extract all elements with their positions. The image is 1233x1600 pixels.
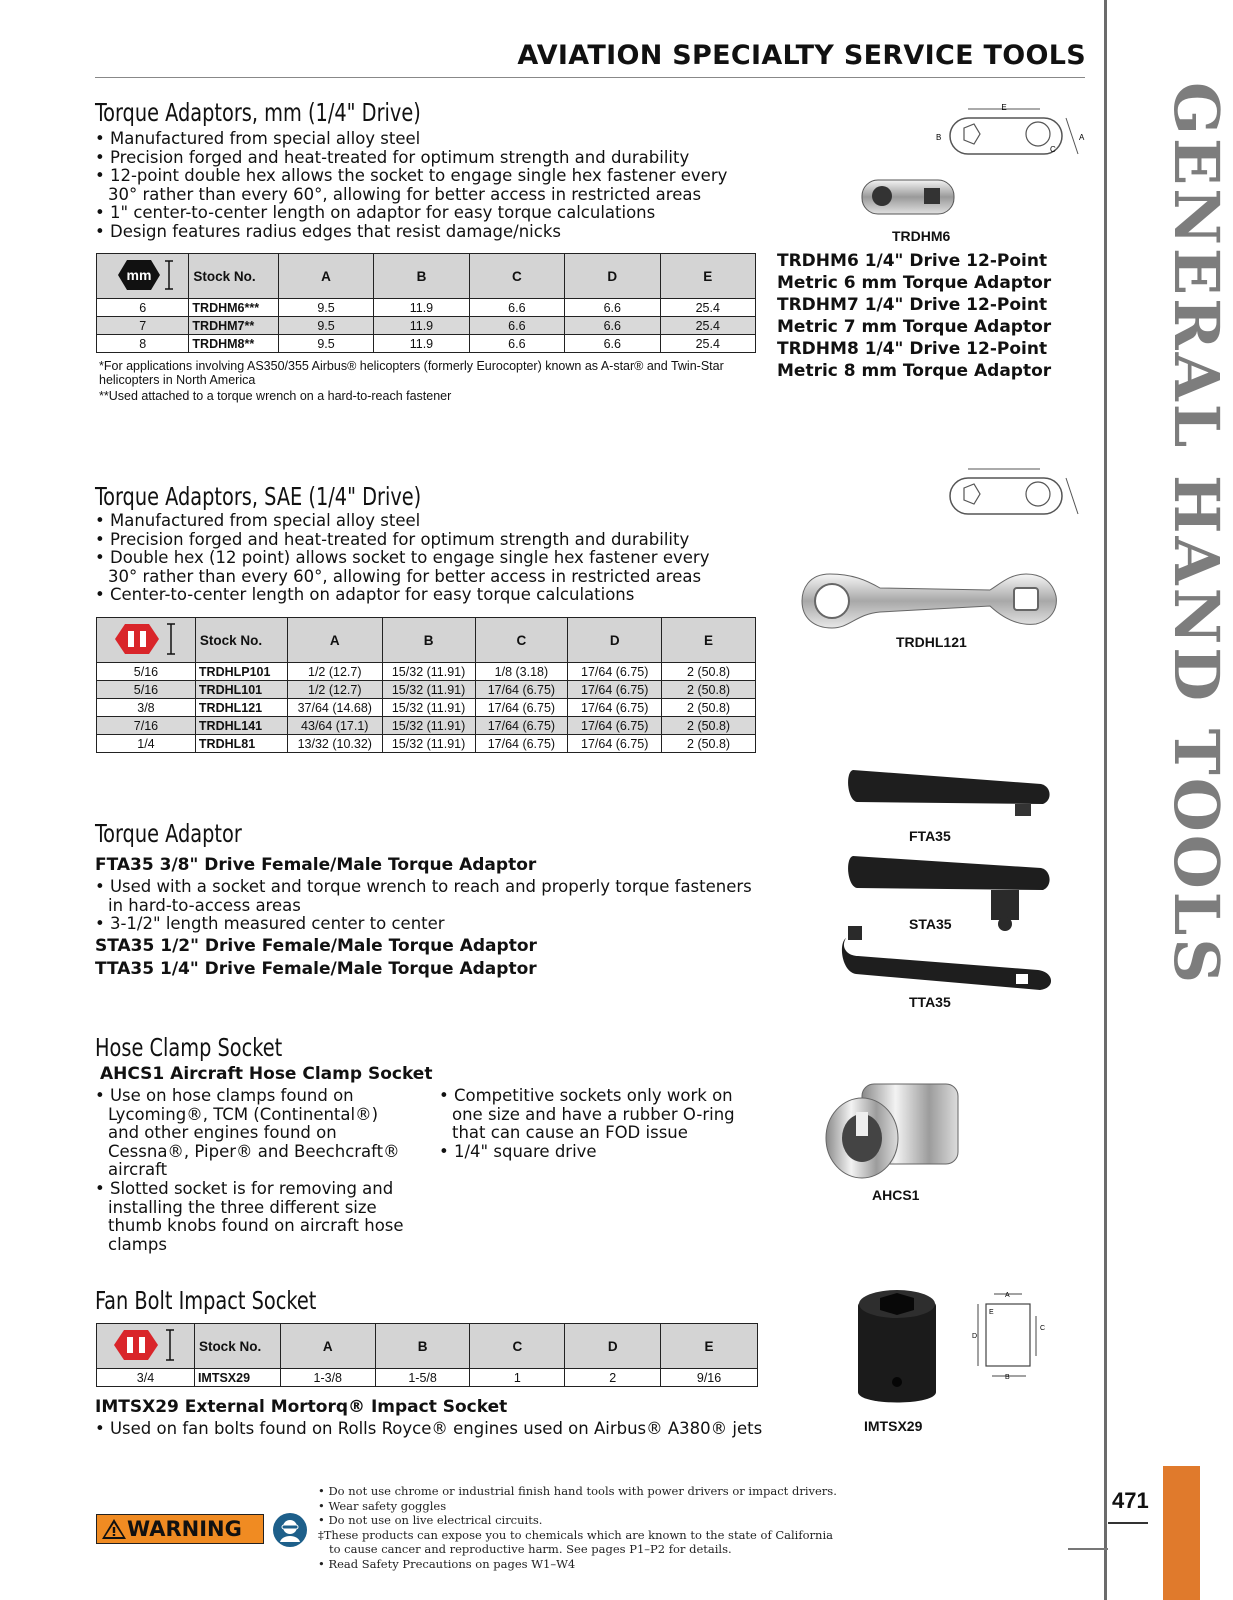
- warning-line: • Read Safety Precautions on pages W1–W4: [318, 1556, 576, 1571]
- cell: 6.6: [565, 335, 660, 353]
- mm-bullets: [95, 130, 735, 242]
- cell: 6.6: [469, 335, 564, 353]
- cell-stock: TRDHM8**: [189, 335, 278, 353]
- cell: 1-5/8: [375, 1369, 470, 1387]
- page-tab: [1163, 1466, 1200, 1600]
- cell: 37/64 (14.68): [287, 699, 382, 717]
- cell: 6.6: [565, 299, 660, 317]
- cell: 1/2 (12.7): [287, 663, 382, 681]
- page-number-rule: [1108, 1522, 1148, 1524]
- cell: 15/32 (11.91): [382, 663, 475, 681]
- col-header-d: D: [565, 1324, 661, 1369]
- cell: 17/64 (6.75): [568, 663, 662, 681]
- table-row: [97, 335, 756, 353]
- cell: 2 (50.8): [662, 699, 756, 717]
- dim-label-a: A: [1005, 1292, 1010, 1299]
- cell-stock: IMTSX29: [194, 1369, 280, 1387]
- cell: 2: [565, 1369, 661, 1387]
- imtsx29-dimension-diagram: [970, 1290, 1060, 1384]
- cell: 17/64 (6.75): [475, 717, 568, 735]
- cell: 6: [97, 299, 189, 317]
- table-row: [97, 317, 756, 335]
- cell: 17/64 (6.75): [475, 699, 568, 717]
- fan-size-badge-cell: [97, 1324, 195, 1369]
- dim-label-a: A: [1079, 133, 1085, 142]
- col-header-a: A: [278, 254, 373, 299]
- col-header-stock: Stock No.: [194, 1324, 280, 1369]
- cell: 7: [97, 317, 189, 335]
- table-row: [97, 1369, 758, 1387]
- adaptor-bullet: • 3-1/2" length measured center to center: [95, 915, 755, 934]
- col-header-b: B: [382, 618, 475, 663]
- cell: 25.4: [660, 299, 756, 317]
- cell: 13/32 (10.32): [287, 735, 382, 753]
- cell: 15/32 (11.91): [382, 735, 475, 753]
- dim-label-d: D: [972, 1333, 978, 1340]
- mm-spec-table: [96, 253, 756, 353]
- cell-stock: TRDHL141: [195, 717, 287, 735]
- cell: 17/64 (6.75): [475, 681, 568, 699]
- mm-bullet: • Precision forged and heat-treated for optimum strength and durability: [95, 149, 735, 168]
- cell: 2 (50.8): [662, 717, 756, 735]
- ahcs1-product-name: AHCS1 Aircraft Hose Clamp Socket: [100, 1064, 433, 1084]
- cell: 6.6: [469, 299, 564, 317]
- imtsx29-caption: IMTSX29: [864, 1418, 923, 1434]
- dim-label-e: E: [1001, 103, 1007, 112]
- warning-line: • Wear safety goggles: [318, 1498, 447, 1513]
- warning-line: to cause cancer and reproductive harm. See pages P1–P2 for details.: [318, 1542, 732, 1557]
- col-header-c: C: [470, 1324, 565, 1369]
- trdhm6-caption: TRDHM6: [892, 228, 951, 244]
- hose-section-title: Hose Clamp Socket: [95, 1033, 283, 1062]
- mm-size-badge-cell: [97, 254, 189, 299]
- cell: 6.6: [469, 317, 564, 335]
- cell: 7/16: [97, 717, 196, 735]
- col-header-d: D: [568, 618, 662, 663]
- fan-bullet: • Used on fan bolts found on Rolls Royce® engines used on Airbus® A380® jets: [95, 1420, 775, 1439]
- sae-bullet: • Manufactured from special alloy steel: [95, 512, 735, 531]
- adaptor-bullet: • Used with a socket and torque wrench to reach and properly torque fasteners in hard-to-access areas: [95, 878, 755, 915]
- fan-spec-table: [96, 1323, 758, 1387]
- mm-bullet: • Design features radius edges that resist damage/nicks: [95, 223, 735, 242]
- sae-bullets: [95, 512, 735, 605]
- table-row: [97, 299, 756, 317]
- cell: 17/64 (6.75): [568, 681, 662, 699]
- tta35-caption: TTA35: [909, 994, 951, 1010]
- adaptor-section-title: Torque Adaptor: [95, 819, 242, 848]
- side-section-title: GENERAL HAND TOOLS: [1160, 82, 1233, 987]
- safety-goggles-icon: [272, 1512, 308, 1548]
- warning-list: [318, 1484, 837, 1572]
- warning-line: • Do not use chrome or industrial finish hand tools with power drivers or impact drivers.: [318, 1484, 837, 1498]
- trdhm7-product-name: TRDHM7 1/4" Drive 12-Point Metric 7 mm Torque Adaptor: [777, 295, 1052, 337]
- col-header-a: A: [287, 618, 382, 663]
- cell: 17/64 (6.75): [568, 699, 662, 717]
- page-header: AVIATION SPECIALTY SERVICE TOOLS: [517, 40, 1086, 71]
- cell-stock: TRDHL121: [195, 699, 287, 717]
- mm-badge-icon: [108, 258, 178, 292]
- cell: 1/8 (3.18): [475, 663, 568, 681]
- cell: 9.5: [278, 317, 373, 335]
- hose-bullet: • Use on hose clamps found on Lycoming®, TCM (Continental®) and other engines found on Cessna®, Piper® and Beechcraft® aircraft: [95, 1087, 410, 1180]
- fta35-product-name: FTA35 3/8" Drive Female/Male Torque Adaptor: [95, 855, 537, 875]
- double-hex-badge-icon: [111, 620, 181, 658]
- trdhl121-caption: TRDHL121: [896, 634, 967, 650]
- mm-footnote-1: *For applications involving AS350/355 Airbus® helicopters (formerly Eurocopter) known as A-star® and Twin-Star helicopters in North America: [99, 359, 724, 387]
- cell: 3/4: [97, 1369, 195, 1387]
- cell: 5/16: [97, 663, 196, 681]
- sta35-caption: STA35: [909, 916, 952, 932]
- cell: 1-3/8: [280, 1369, 375, 1387]
- cell: 6.6: [565, 317, 660, 335]
- warning-triangle-icon: [101, 1518, 127, 1540]
- cell: 25.4: [660, 317, 756, 335]
- ahcs1-caption: AHCS1: [872, 1187, 920, 1203]
- sae-bullet: • Center-to-center length on adaptor for easy torque calculations: [95, 586, 735, 605]
- col-header-c: C: [475, 618, 568, 663]
- warning-label: [96, 1514, 264, 1544]
- cell: 9.5: [278, 335, 373, 353]
- trdhm8-product-name: TRDHM8 1/4" Drive 12-Point Metric 8 mm Torque Adaptor: [777, 339, 1052, 381]
- col-header-b: B: [374, 254, 469, 299]
- cell: 17/64 (6.75): [475, 735, 568, 753]
- fta35-product-image: [845, 764, 1055, 820]
- cell: 11.9: [374, 299, 469, 317]
- double-hex-badge-icon: [110, 1326, 180, 1364]
- trdhm6-product-name: TRDHM6 1/4" Drive 12-Point Metric 6 mm Torque Adaptor: [777, 251, 1052, 293]
- dim-label-b: B: [1005, 1374, 1010, 1381]
- sae-section-title: Torque Adaptors, SAE (1/4" Drive): [95, 482, 422, 511]
- header-rule: [95, 77, 1085, 78]
- mm-badge-label: mm: [126, 266, 152, 283]
- table-row: [97, 681, 756, 699]
- trdhl-dimension-diagram: [928, 464, 1088, 526]
- trdhm-dimension-diagram: [928, 104, 1088, 166]
- table-row: [97, 663, 756, 681]
- imtsx29-product-image: [850, 1284, 944, 1410]
- dim-label-b: B: [936, 133, 942, 142]
- cell: 2 (50.8): [662, 681, 756, 699]
- cell: 9/16: [661, 1369, 758, 1387]
- footer-rule: [1068, 1548, 1108, 1550]
- trdhm6-product-image: [858, 174, 958, 220]
- cell: 15/32 (11.91): [382, 699, 475, 717]
- mm-bullet: • 12-point double hex allows the socket to engage single hex fastener every 30° rather than every 60°, allowing for better access in restricted areas: [95, 167, 735, 204]
- right-margin-rule: [1104, 0, 1107, 1600]
- fta35-caption: FTA35: [909, 828, 951, 844]
- cell: 17/64 (6.75): [568, 717, 662, 735]
- warning-line: ‡These products can expose you to chemicals which are known to the state of California: [318, 1527, 833, 1542]
- sae-bullet: • Double hex (12 point) allows socket to engage single hex fastener every 30° rather than every 60°, allowing for better access in restricted areas: [95, 549, 735, 586]
- hose-bullet: • 1/4" square drive: [439, 1143, 749, 1162]
- cell: 1/4: [97, 735, 196, 753]
- table-row: [97, 717, 756, 735]
- cell: 17/64 (6.75): [568, 735, 662, 753]
- cell: 1/2 (12.7): [287, 681, 382, 699]
- tta35-product-name: TTA35 1/4" Drive Female/Male Torque Adaptor: [95, 959, 537, 979]
- imtsx29-product-name: IMTSX29 External Mortorq® Impact Socket: [95, 1397, 508, 1417]
- cell: 25.4: [660, 335, 756, 353]
- hose-bullet: • Slotted socket is for removing and installing the three different size thumb knobs found on aircraft hose clamps: [95, 1180, 410, 1254]
- hose-bullet: • Competitive sockets only work on one size and have a rubber O-ring that can cause an FOD issue: [439, 1087, 749, 1143]
- cell: 11.9: [374, 335, 469, 353]
- table-row: [97, 699, 756, 717]
- sae-size-badge-cell: [97, 618, 196, 663]
- trdhl121-product-image: [800, 570, 1060, 632]
- cell: 15/32 (11.91): [382, 681, 475, 699]
- cell: 3/8: [97, 699, 196, 717]
- cell: 15/32 (11.91): [382, 717, 475, 735]
- page-number: 471: [1112, 1488, 1149, 1513]
- cell: 2 (50.8): [662, 735, 756, 753]
- col-header-b: B: [375, 1324, 470, 1369]
- cell: 9.5: [278, 299, 373, 317]
- col-header-stock: Stock No.: [189, 254, 278, 299]
- warning-text: WARNING: [127, 1517, 242, 1541]
- col-header-e: E: [660, 254, 756, 299]
- fan-section-title: Fan Bolt Impact Socket: [95, 1286, 317, 1315]
- col-header-d: D: [565, 254, 660, 299]
- tta35-product-image: [842, 924, 1057, 1000]
- cell: 11.9: [374, 317, 469, 335]
- table-row: [97, 735, 756, 753]
- col-header-e: E: [662, 618, 756, 663]
- hose-bullets-left: [95, 1087, 410, 1254]
- cell-stock: TRDHL81: [195, 735, 287, 753]
- cell: 43/64 (17.1): [287, 717, 382, 735]
- cell-stock: TRDHM6***: [189, 299, 278, 317]
- dim-label-c: C: [1040, 1325, 1046, 1332]
- mm-section-title: Torque Adaptors, mm (1/4" Drive): [95, 98, 421, 127]
- warning-line: • Do not use on live electrical circuits.: [318, 1513, 543, 1528]
- dim-label-c: C: [1050, 145, 1056, 154]
- col-header-e: E: [661, 1324, 758, 1369]
- sae-bullet: • Precision forged and heat-treated for optimum strength and durability: [95, 531, 735, 550]
- ahcs1-product-image: [822, 1076, 968, 1186]
- cell: 1: [470, 1369, 565, 1387]
- fan-bullets: [95, 1420, 775, 1439]
- cell: 5/16: [97, 681, 196, 699]
- cell: 8: [97, 335, 189, 353]
- adaptor-bullets: [95, 878, 755, 934]
- hose-bullets-right: [439, 1087, 749, 1161]
- cell-stock: TRDHL101: [195, 681, 287, 699]
- col-header-a: A: [280, 1324, 375, 1369]
- col-header-c: C: [469, 254, 564, 299]
- mm-bullet: • Manufactured from special alloy steel: [95, 130, 735, 149]
- mm-footnote-2: **Used attached to a torque wrench on a hard-to-reach fastener: [99, 389, 452, 403]
- sta35-product-name: STA35 1/2" Drive Female/Male Torque Adaptor: [95, 936, 537, 956]
- sae-spec-table: [96, 617, 756, 753]
- dim-label-e: E: [989, 1309, 994, 1316]
- mm-bullet: • 1" center-to-center length on adaptor for easy torque calculations: [95, 204, 735, 223]
- cell: 2 (50.8): [662, 663, 756, 681]
- cell-stock: TRDHM7**: [189, 317, 278, 335]
- col-header-stock: Stock No.: [195, 618, 287, 663]
- cell-stock: TRDHLP101: [195, 663, 287, 681]
